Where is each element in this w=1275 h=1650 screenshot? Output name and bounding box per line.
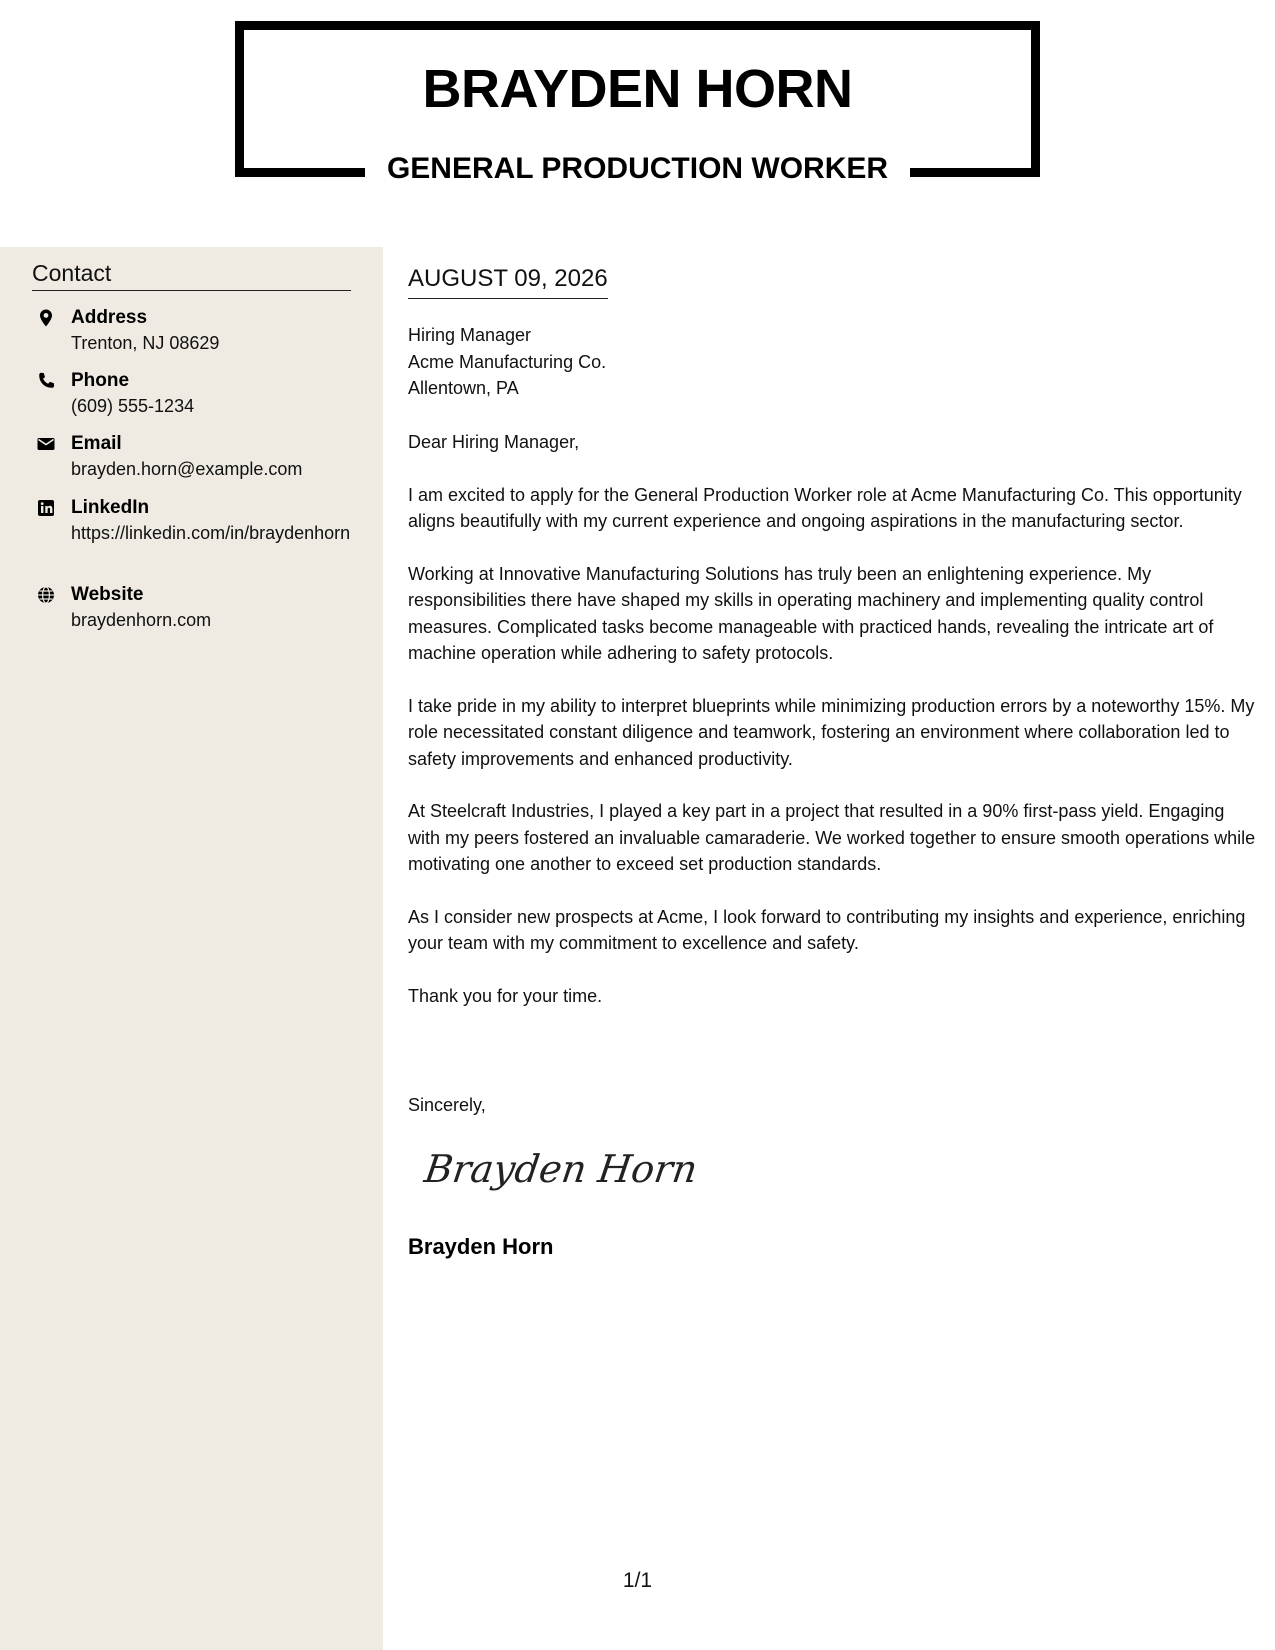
closing: Sincerely,: [408, 1095, 486, 1115]
svg-text:Brayden Horn: Brayden Horn: [421, 1148, 700, 1192]
body-paragraph: Thank you for your time.: [408, 985, 603, 1006]
page-number: 1/1: [622, 1569, 653, 1592]
phone-icon: [36, 371, 56, 391]
contact-label-email: Email: [71, 433, 122, 454]
body-paragraph: At Steelcraft Industries, I played a key part in a project that resulted in a 90% first-pass yield. Engaging with my peers fostered an invaluable camaraderie. We worked together to ensure smooth operations while motivating one another to exceed set production standards.: [408, 801, 1256, 874]
contact-label-website: Website: [71, 584, 144, 605]
recipient-line: Allentown, PA: [408, 378, 519, 398]
body-paragraph: I am excited to apply for the General Production Worker role at Acme Manufacturing Co. This opportunity aligns beautifully with my current experience and ongoing aspirations in the manufacturing sector.: [408, 484, 1242, 531]
signer-name: Brayden Horn: [408, 1234, 554, 1259]
contact-label-phone: Phone: [71, 370, 130, 391]
linkedin-icon: [36, 498, 56, 518]
contact-label-address: Address: [71, 307, 148, 328]
contact-value-website[interactable]: braydenhorn.com: [71, 610, 212, 630]
body-paragraph: I take pride in my ability to interpret blueprints while minimizing production errors by a noteworthy 15%. My role necessitated constant diligence and teamwork, fostering an environment where collaboration led to safety improvements and enhanced productivity.: [408, 695, 1255, 769]
contact-value-linkedin[interactable]: https://linkedin.com/in/braydenhorn: [71, 523, 351, 543]
contact-value-email: brayden.horn@example.com: [71, 459, 303, 479]
letter-date: AUGUST 09, 2026: [408, 266, 608, 299]
contact-value-address: Trenton, NJ 08629: [71, 333, 220, 353]
salutation: Dear Hiring Manager,: [408, 432, 580, 452]
handwritten-signature: [421, 1140, 700, 1200]
letter-body: [408, 429, 1258, 1035]
map-pin-icon: [36, 308, 56, 328]
recipient-line: Hiring Manager: [408, 325, 532, 345]
job-title: GENERAL PRODUCTION WORKER: [386, 152, 889, 185]
contact-heading: Contact: [32, 261, 351, 291]
candidate-name: BRAYDEN HORN: [422, 59, 853, 119]
envelope-icon: [36, 434, 56, 454]
body-paragraph: Working at Innovative Manufacturing Solutions has truly been an enlightening experience. My responsibilities there have shaped my skills in operating machinery and implementing quality control measures. Complicated tasks become manageable with practiced hands, revealing the intricate art of machine operation while adhering to safety protocols.: [408, 563, 1214, 663]
body-paragraph: As I consider new prospects at Acme, I look forward to contributing my insights and experience, enriching your team with my commitment to excellence and safety.: [408, 906, 1246, 953]
recipient-block: [408, 322, 606, 402]
contact-value-phone: (609) 555-1234: [71, 396, 195, 416]
contact-label-linkedin: LinkedIn: [71, 497, 150, 518]
recipient-line: Acme Manufacturing Co.: [408, 351, 607, 372]
globe-icon: [36, 585, 56, 605]
